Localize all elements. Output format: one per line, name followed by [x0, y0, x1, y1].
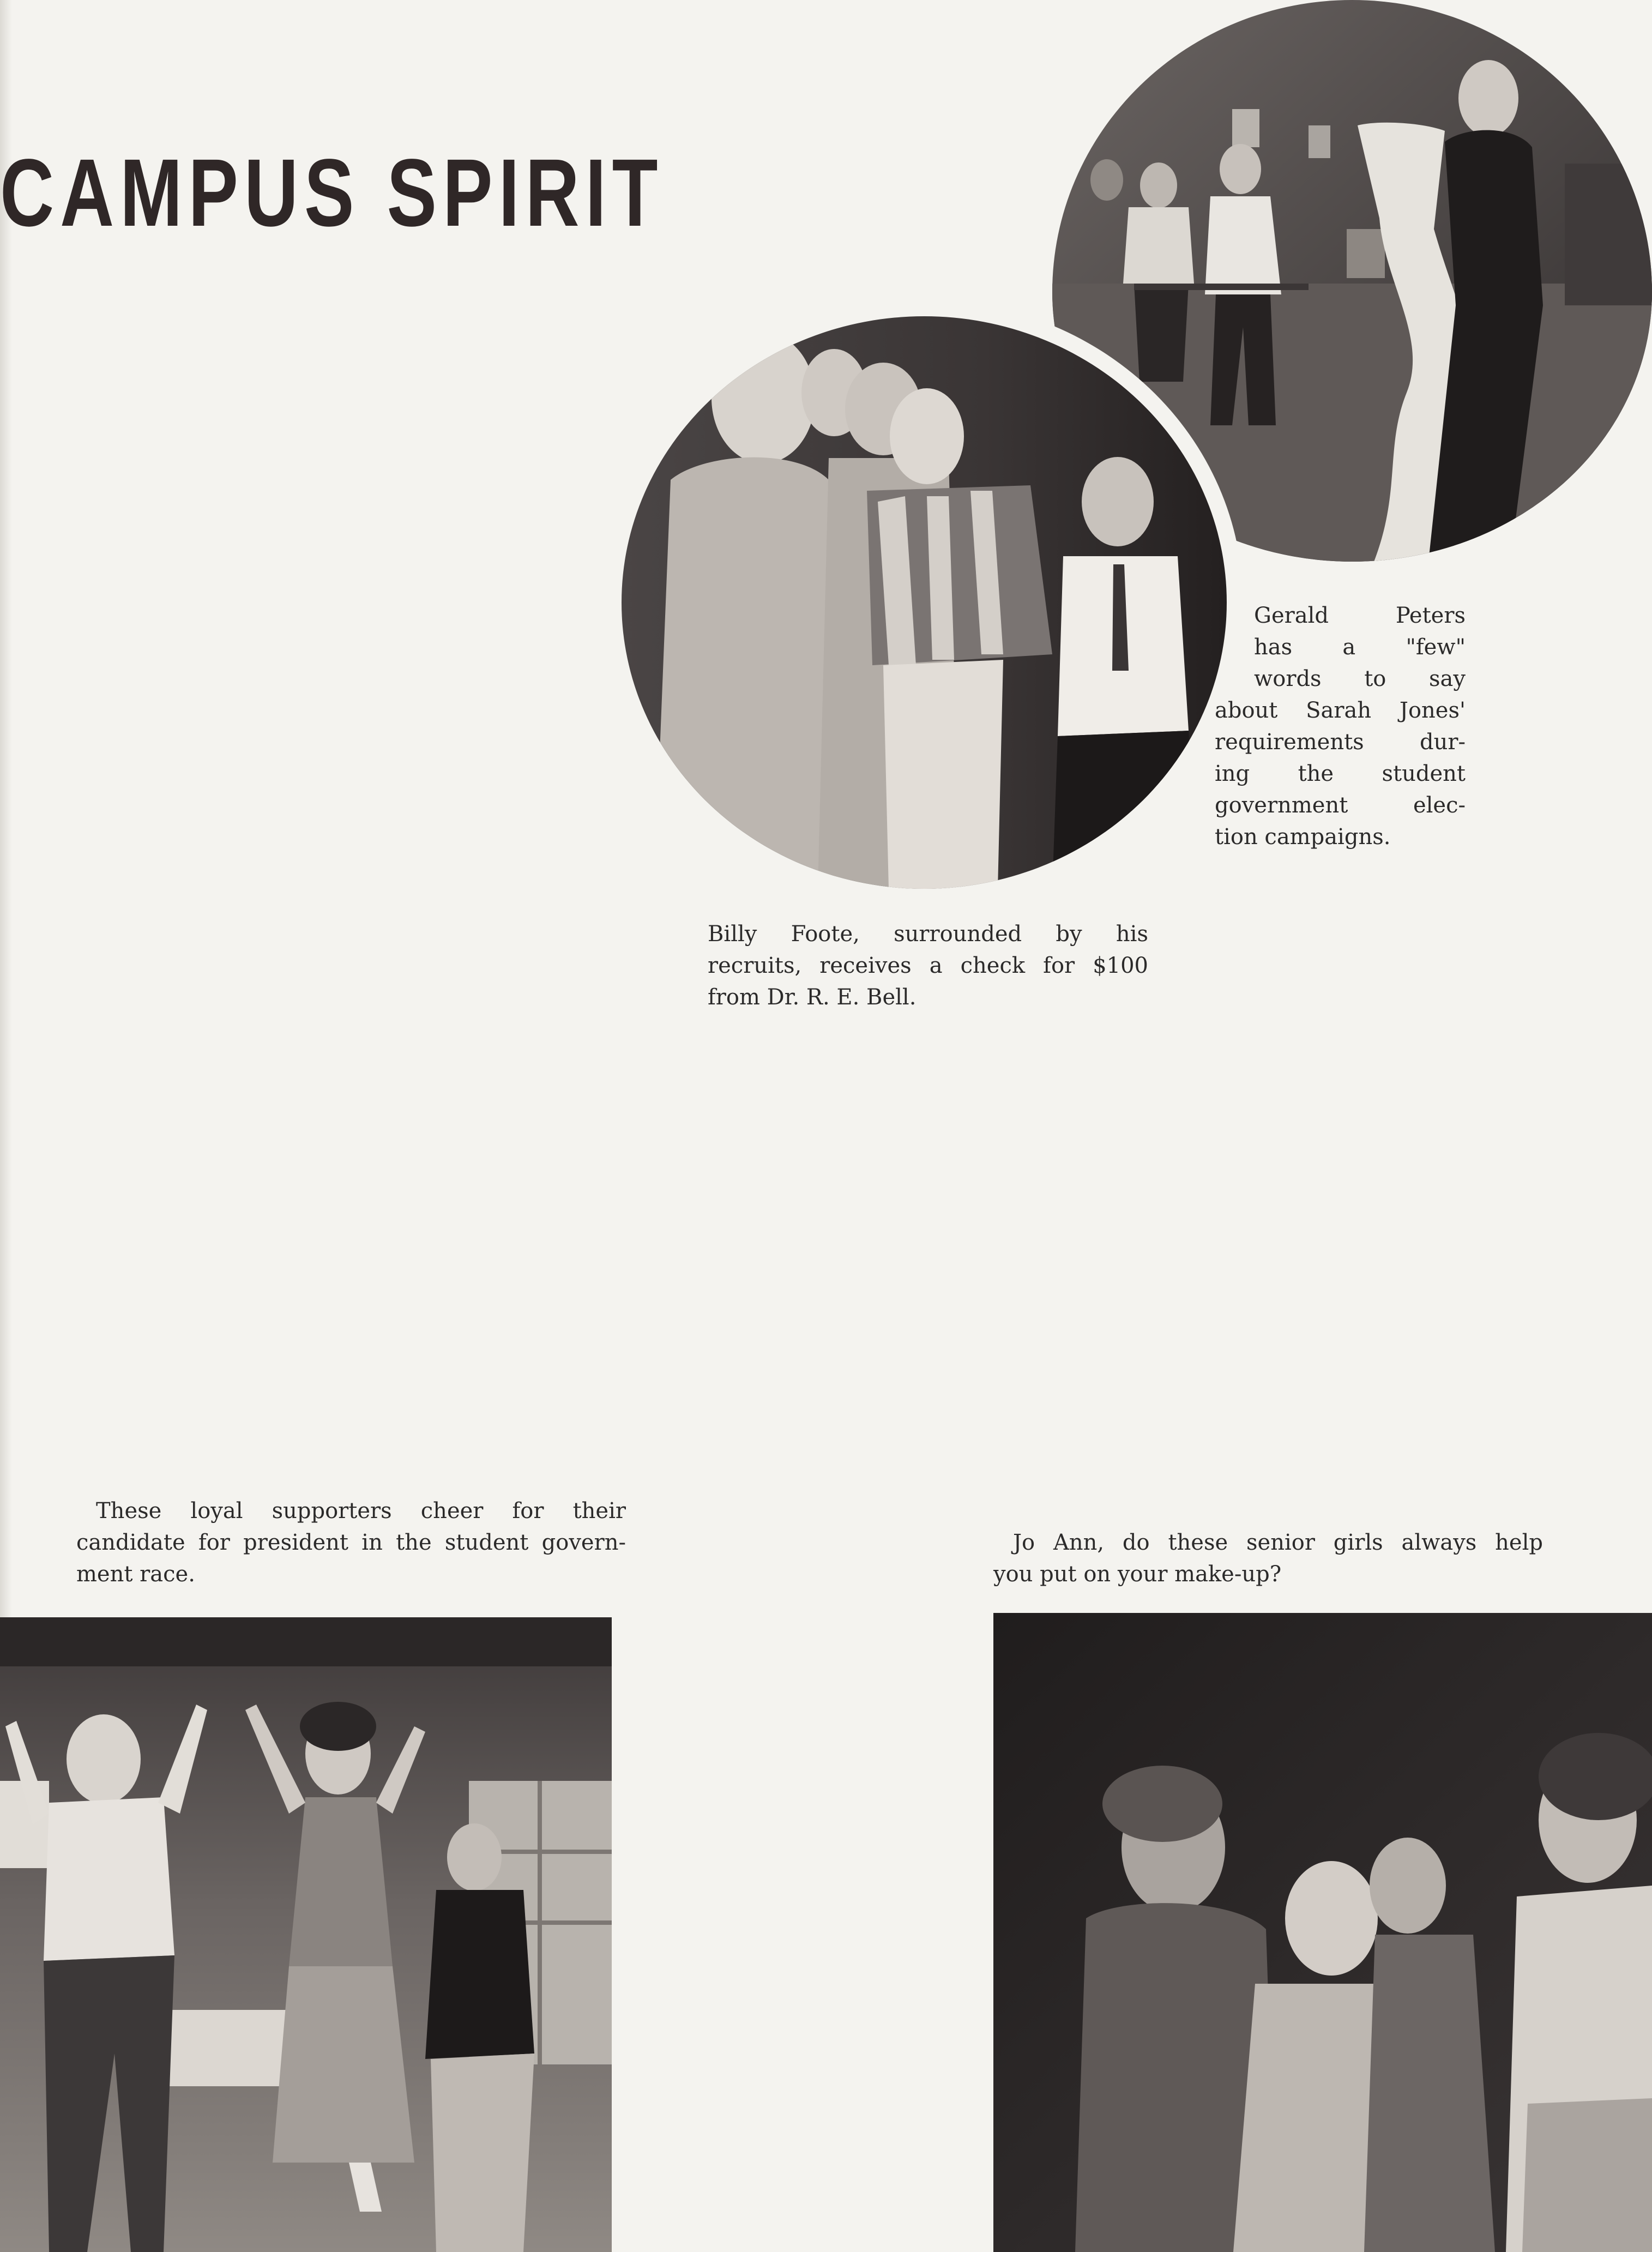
caption-line: requirements dur-	[1215, 730, 1466, 755]
caption-line: These loyal supporters cheer for their	[96, 1498, 626, 1524]
caption-gerald-peters	[1215, 600, 1466, 853]
caption-line: Jo Ann, do these senior girls always help	[1013, 1530, 1543, 1555]
photo-senior-girls-makeup	[993, 1613, 1652, 2252]
caption-line: about Sarah Jones'	[1215, 698, 1466, 723]
caption-line: ing the student	[1215, 761, 1466, 786]
caption-line: Gerald Peters	[1254, 603, 1466, 628]
caption-line: government elec-	[1215, 793, 1466, 818]
caption-line: ment race.	[76, 1562, 195, 1587]
caption-line: recruits, receives a check for $100	[708, 953, 1148, 978]
photo-senior-girls-makeup-image	[993, 1613, 1652, 2252]
caption-billy-foote	[708, 918, 1148, 1013]
photo-cheering-supporters	[0, 1617, 612, 2252]
caption-line: Billy Foote, surrounded by his	[708, 922, 1148, 947]
caption-line: you put on your make-up?	[993, 1562, 1282, 1587]
caption-line: tion campaigns.	[1215, 824, 1391, 850]
page-title: CAMPUS SPIRIT	[0, 139, 664, 246]
caption-loyal-supporters	[76, 1495, 626, 1590]
caption-line: has a "few"	[1254, 635, 1466, 660]
caption-line: words to say	[1254, 666, 1466, 691]
photo-billy-foote-check	[622, 316, 1227, 889]
photo-billy-foote-check-image	[622, 316, 1227, 889]
caption-line: candidate for president in the student govern-	[76, 1530, 626, 1555]
photo-cheering-supporters-image	[0, 1617, 612, 2252]
caption-line: from Dr. R. E. Bell.	[708, 985, 917, 1010]
caption-jo-ann	[993, 1527, 1543, 1590]
